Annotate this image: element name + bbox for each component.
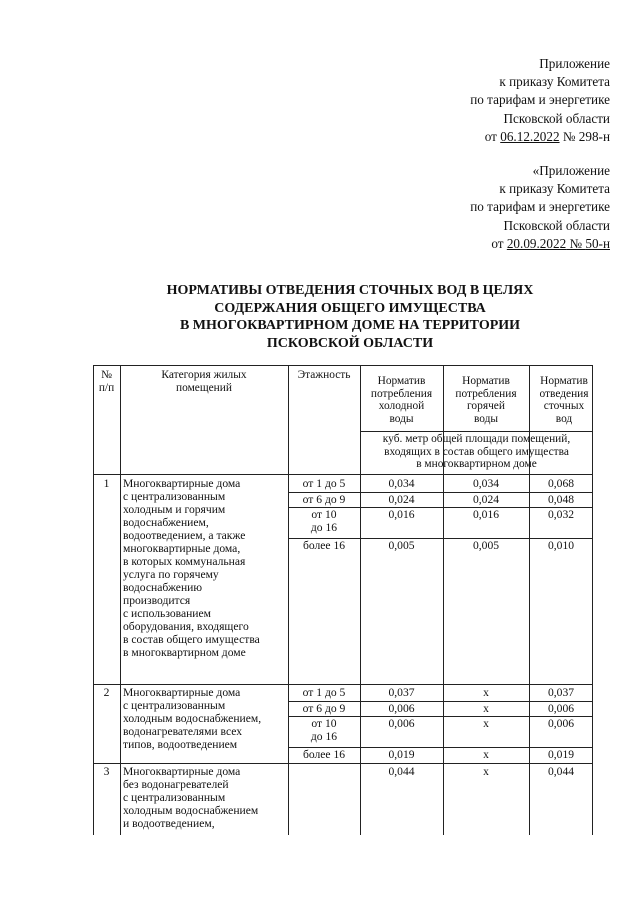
row-category-line: без водонагревателей <box>123 778 229 791</box>
row-category-line: с централизованным <box>123 791 226 804</box>
norms-table <box>93 365 593 835</box>
cold-water-norm: 0,006 <box>388 702 415 715</box>
row-category-line: с использованием <box>123 607 211 620</box>
date-prefix: от <box>491 235 507 251</box>
floors-range <box>291 686 357 699</box>
wastewater-norm: 0,044 <box>547 765 575 778</box>
header-category-line: помещений <box>176 381 232 394</box>
floors-range-line: до 16 <box>310 521 338 534</box>
header-num <box>96 369 117 394</box>
table-vertical-rule <box>120 365 121 835</box>
floors-range-line: более 16 <box>302 539 346 552</box>
table-sub-rule <box>288 747 593 748</box>
appendix-line: Приложение <box>539 56 610 71</box>
hot-water-norm: х <box>483 748 489 761</box>
floors-range <box>291 717 357 743</box>
header-cold-water-line: воды <box>389 412 414 425</box>
floors-range-line: до 16 <box>310 730 338 743</box>
cold-water-norm: 0,006 <box>388 717 415 730</box>
hot-water-norm: 0,034 <box>472 477 500 490</box>
row-category-line: и водоотведением, <box>123 817 215 830</box>
appendix-line: по тарифам и энергетике <box>470 199 610 215</box>
floors-range <box>291 702 357 715</box>
appendix-current <box>470 55 610 146</box>
header-floors-line: Этажность <box>297 369 351 381</box>
appendix-date-line <box>470 235 610 253</box>
header-cold-water <box>363 375 440 425</box>
header-num-line: № <box>101 369 112 381</box>
row-category-line: водоснабжению <box>123 581 203 594</box>
floors-range-line: от 6 до 9 <box>302 493 346 506</box>
wastewater-norm: 0,048 <box>547 493 575 506</box>
row-category-line: с централизованным <box>123 699 226 712</box>
header-hot-water-line: воды <box>473 412 499 425</box>
header-unit-line: в многоквартирном доме <box>416 458 537 471</box>
table-vertical-rule <box>592 365 593 835</box>
header-wastewater-line: отведения <box>539 387 589 400</box>
row-category-line: водонагревателями всех <box>123 725 243 738</box>
row-category-line: Многоквартирные дома <box>123 686 241 699</box>
table-top-rule <box>93 365 593 366</box>
table-sub-rule <box>288 716 593 717</box>
floors-range-line: от 1 до 5 <box>302 686 346 699</box>
number-prefix: № <box>559 128 579 144</box>
date-prefix: от <box>484 128 501 144</box>
table-header-rule <box>360 431 593 432</box>
floors-range <box>291 477 357 490</box>
hot-water-norm: 0,024 <box>472 493 500 506</box>
header-hot-water-line: Норматив <box>462 375 510 387</box>
header-cold-water-line: Норматив <box>377 375 426 387</box>
cold-water-norm: 0,037 <box>388 686 415 699</box>
number-prefix: № <box>566 235 586 251</box>
cold-water-norm: 0,019 <box>388 748 415 761</box>
wastewater-norm: 0,010 <box>547 539 575 552</box>
appendix-line: к приказу Комитета <box>499 74 610 90</box>
header-cold-water-line: потребления <box>370 387 433 400</box>
table-sub-rule <box>288 538 593 539</box>
appendix-line: по тарифам и энергетике <box>470 92 610 108</box>
appendix-line: «Приложение <box>532 163 610 178</box>
table-vertical-rule <box>360 365 361 835</box>
hot-water-norm: 0,016 <box>472 508 500 521</box>
header-cold-water-line: холодной <box>378 400 425 413</box>
row-category <box>123 686 285 751</box>
cold-water-norm: 0,034 <box>388 477 415 490</box>
row-category-line: холодным и горячим <box>123 503 226 516</box>
title-line: СОДЕРЖАНИЯ ОБЩЕГО ИМУЩЕСТВА <box>214 300 486 316</box>
header-floors <box>291 369 357 382</box>
floors-range <box>291 748 357 761</box>
row-number: 1 <box>103 477 110 490</box>
appendix-line: Псковской области <box>503 217 610 233</box>
row-number: 2 <box>103 686 110 699</box>
table-sub-rule <box>288 701 593 702</box>
floors-range-line: более 16 <box>302 748 346 761</box>
order-number: 50-н <box>585 235 610 251</box>
appendix-line: Псковской области <box>503 110 610 126</box>
hot-water-norm: х <box>483 686 489 699</box>
header-hot-water-line: потребления <box>455 387 517 400</box>
floors-range <box>291 508 357 534</box>
appendix-date-line <box>470 128 610 146</box>
hot-water-norm: 0,005 <box>472 539 500 552</box>
document-title <box>115 282 585 352</box>
row-category-line: водоотведением, а также <box>123 529 246 542</box>
wastewater-norm: 0,068 <box>547 477 575 490</box>
row-category-line: с централизованным <box>123 490 226 503</box>
row-category-line: услуга по горячему <box>123 568 219 581</box>
table-vertical-rule <box>93 365 94 835</box>
header-unit <box>363 433 590 471</box>
table-header-rule <box>93 474 593 475</box>
header-wastewater <box>532 375 593 425</box>
floors-range <box>291 493 357 506</box>
hot-water-norm: х <box>483 717 489 730</box>
header-unit-line: входящих в состав общего имущества <box>384 445 569 458</box>
row-category-line: производится <box>123 594 191 607</box>
table-sub-rule <box>288 507 593 508</box>
header-wastewater-line: Норматив <box>540 375 588 387</box>
appendix-line: к приказу Комитета <box>499 181 610 197</box>
cold-water-norm: 0,005 <box>388 539 415 552</box>
floors-range-line: от 6 до 9 <box>302 702 346 715</box>
cold-water-norm: 0,016 <box>388 508 415 521</box>
row-number: 3 <box>103 765 110 778</box>
row-category <box>123 477 285 659</box>
header-hot-water <box>446 375 526 425</box>
row-category-line: в многоквартирном доме <box>123 646 246 659</box>
cold-water-norm: 0,044 <box>388 765 415 778</box>
table-sub-rule <box>288 492 593 493</box>
row-category-line: Многоквартирные дома <box>123 477 241 490</box>
wastewater-norm: 0,037 <box>547 686 575 699</box>
title-line: ПСКОВСКОЙ ОБЛАСТИ <box>266 335 434 351</box>
table-row-rule <box>93 684 593 685</box>
row-category-line: водоснабжением, <box>123 516 209 529</box>
row-category-line: многоквартирные дома, <box>123 542 241 555</box>
floors-range-line: от 10 <box>311 508 337 521</box>
wastewater-norm: 0,006 <box>547 717 575 730</box>
row-category-line: Многоквартирные дома <box>123 765 241 778</box>
wastewater-norm: 0,032 <box>547 508 575 521</box>
row-category-line: в состав общего имущества <box>123 633 260 646</box>
order-date: 06.12.2022 <box>500 128 560 144</box>
title-line: НОРМАТИВЫ ОТВЕДЕНИЯ СТОЧНЫХ ВОД В ЦЕЛЯХ <box>166 283 534 298</box>
row-category-line: холодным водоснабжением, <box>123 712 262 725</box>
order-date: 20.09.2022 <box>506 235 567 251</box>
header-unit-line: куб. метр общей площади помещений, <box>382 433 571 445</box>
hot-water-norm: х <box>483 765 489 778</box>
header-category-line: Категория жилых <box>161 369 247 381</box>
floors-range-line: от 1 до 5 <box>302 477 346 490</box>
row-category-line: типов, водоотведением <box>123 738 238 751</box>
header-hot-water-line: горячей <box>467 400 505 413</box>
title-line: В МНОГОКВАРТИРНОМ ДОМЕ НА ТЕРРИТОРИИ <box>179 318 521 333</box>
row-category-line: холодным водоснабжением <box>123 804 259 817</box>
wastewater-norm: 0,019 <box>547 748 575 761</box>
table-row-rule <box>93 763 593 764</box>
hot-water-norm: х <box>483 702 489 715</box>
header-wastewater-line: вод <box>555 412 573 425</box>
cold-water-norm: 0,024 <box>388 493 415 506</box>
appendix-original <box>470 162 610 253</box>
row-category-line: оборудования, входящего <box>123 620 249 633</box>
floors-range-line: от 10 <box>311 717 337 730</box>
header-num-line: п/п <box>98 381 115 394</box>
table-vertical-rule <box>288 365 289 835</box>
wastewater-norm: 0,006 <box>547 702 575 715</box>
row-category <box>123 765 285 830</box>
row-category-line: в которых коммунальная <box>123 555 246 568</box>
header-category <box>123 369 285 394</box>
order-number: 298-н <box>578 128 610 144</box>
header-wastewater-line: сточных <box>543 400 585 413</box>
floors-range <box>291 539 357 552</box>
